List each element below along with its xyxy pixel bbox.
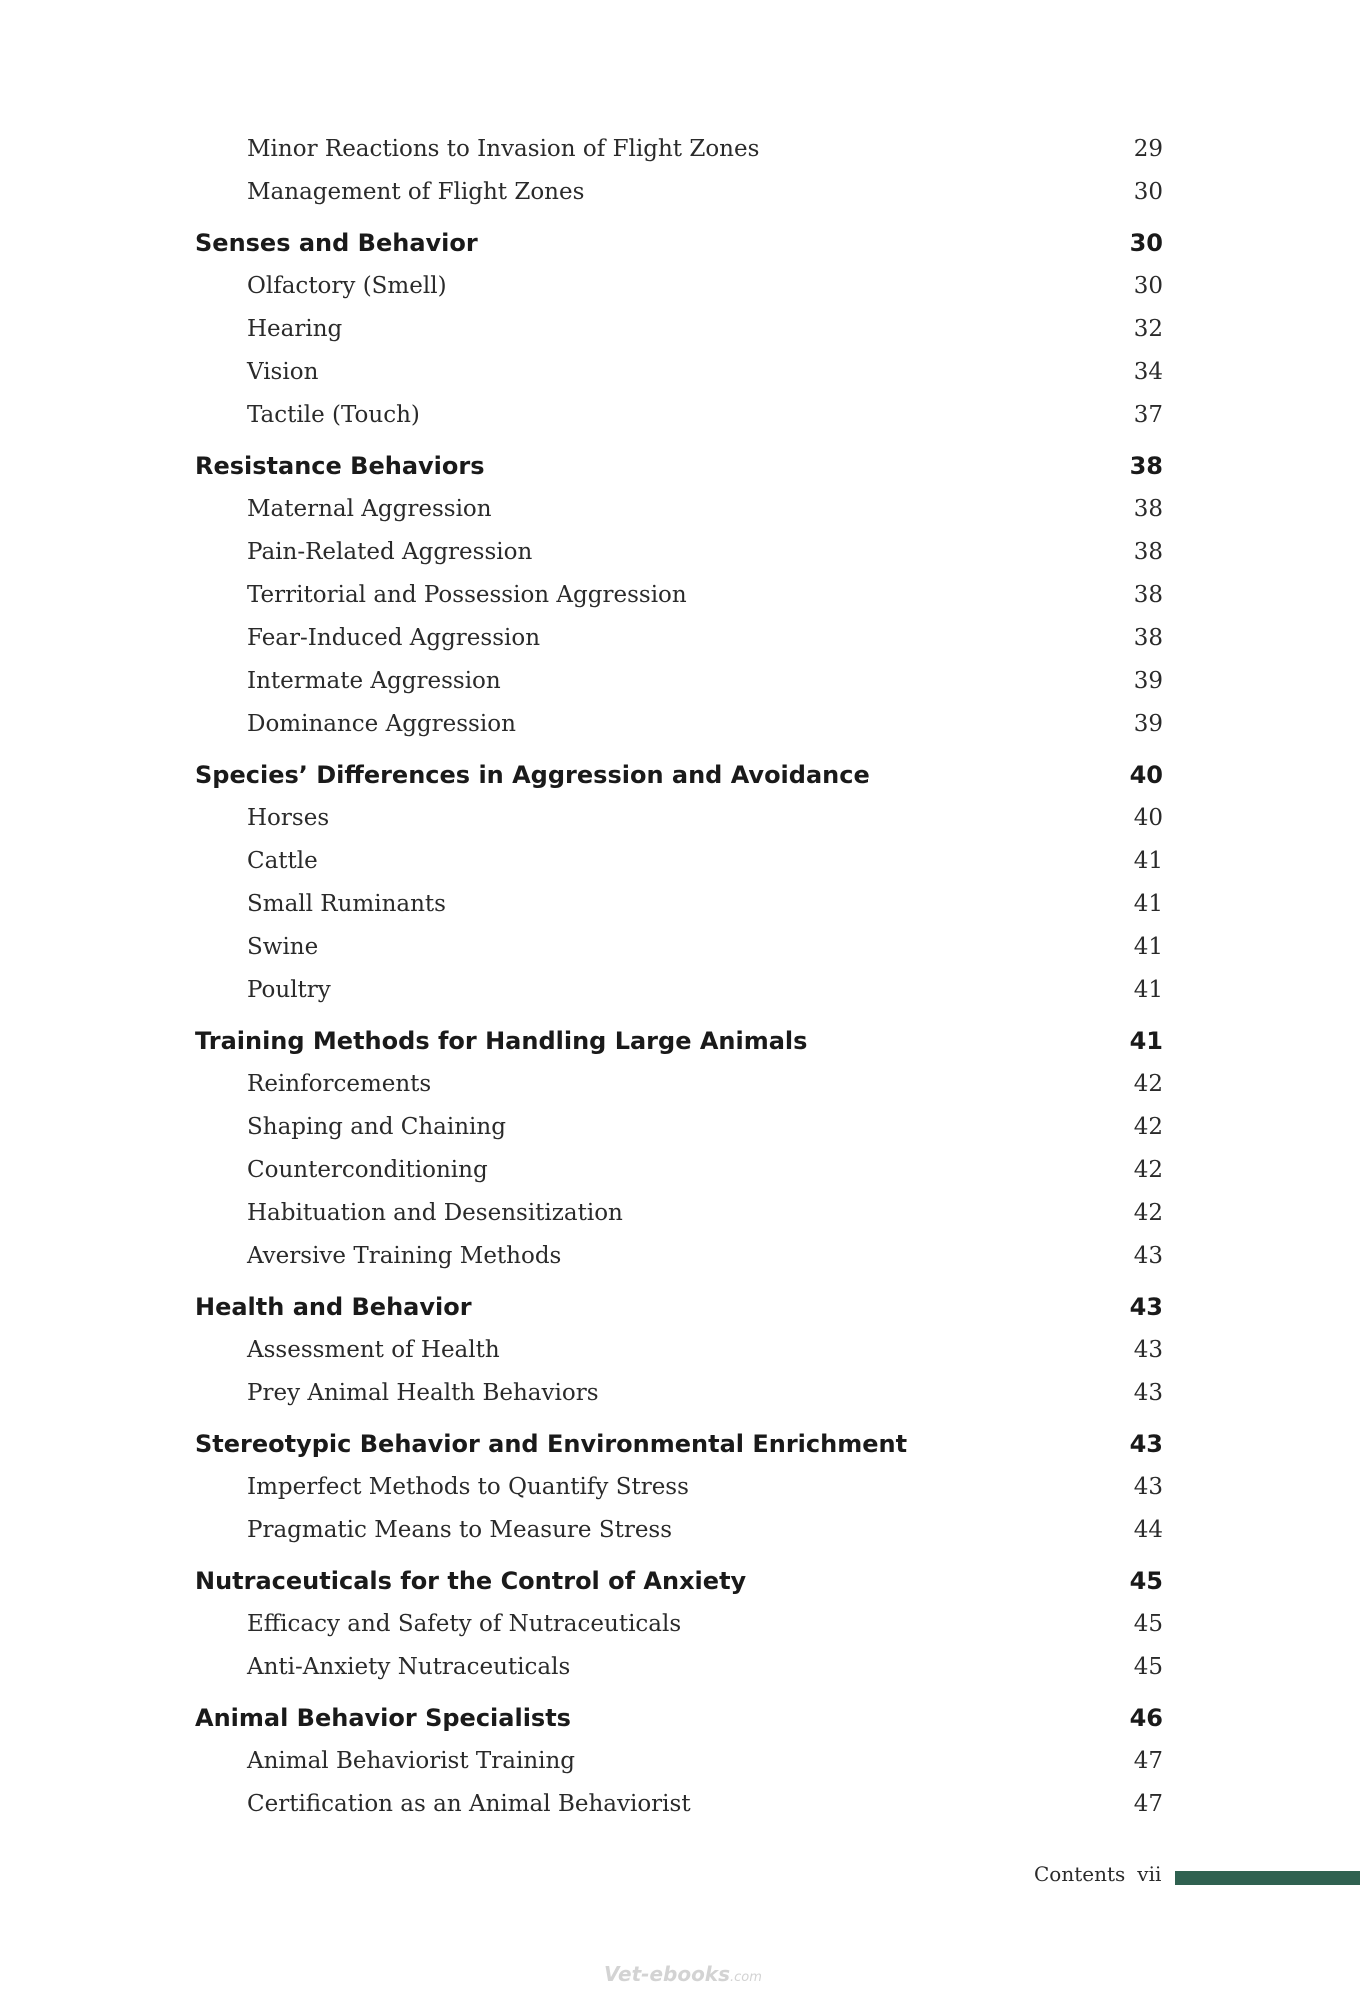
toc-page-number: 30 [1129,229,1163,257]
toc-page-number: 41 [1133,977,1163,1003]
toc-title: Tactile (Touch) [247,402,420,428]
toc-title: Management of Flight Zones [247,179,585,205]
toc-entry [195,351,1163,394]
toc-page-number: 40 [1129,761,1163,789]
toc-title: Dominance Aggression [247,711,516,737]
page-footer [1034,1862,1161,1886]
toc-entry [195,1192,1163,1235]
toc-title: Shaping and Chaining [247,1114,506,1140]
toc-section-heading [195,221,1163,265]
toc-entry [195,1063,1163,1106]
watermark-logo: Vet-ebooks.com [604,1962,762,1986]
footer-label: Contents [1034,1862,1126,1886]
toc-page-number: 37 [1133,402,1163,428]
toc-entry [195,660,1163,703]
toc-title: Stereotypic Behavior and Environmental Enrichment [195,1430,908,1458]
toc-entry [195,171,1163,214]
toc-entry [195,394,1163,437]
toc-entry [195,1149,1163,1192]
toc-page-number: 38 [1133,496,1163,522]
toc-page-number: 42 [1133,1157,1163,1183]
toc-title: Animal Behaviorist Training [247,1748,576,1774]
toc-entry [195,1329,1163,1372]
toc-entry [195,531,1163,574]
toc-page-number: 38 [1133,625,1163,651]
toc-page-number: 45 [1133,1654,1163,1680]
toc-title: Pragmatic Means to Measure Stress [247,1517,673,1543]
toc-title: Olfactory (Smell) [247,273,447,299]
toc-title: Poultry [247,977,331,1003]
toc-page-number: 30 [1133,179,1163,205]
toc-title: Assessment of Health [247,1337,500,1363]
toc-page-number: 39 [1133,711,1163,737]
toc-title: Maternal Aggression [247,496,492,522]
toc-entry [195,488,1163,531]
toc-section-heading [195,1285,1163,1329]
toc-page-number: 40 [1133,805,1163,831]
toc-title: Intermate Aggression [247,668,501,694]
toc-title: Species’ Differences in Aggression and Avoidance [195,761,870,789]
toc-title: Senses and Behavior [195,229,478,257]
toc-entry [195,265,1163,308]
toc-title: Cattle [247,848,318,874]
toc-title: Health and Behavior [195,1293,472,1321]
toc-page-number: 41 [1129,1027,1163,1055]
toc-entry [195,128,1163,171]
toc-entry [195,1235,1163,1278]
toc-page-number: 47 [1133,1791,1163,1817]
toc-page-number: 39 [1133,668,1163,694]
toc-entry [195,1466,1163,1509]
toc-title: Nutraceuticals for the Control of Anxiety [195,1567,747,1595]
toc-page-number: 29 [1133,136,1163,162]
toc-page-number: 43 [1133,1474,1163,1500]
toc-entry [195,574,1163,617]
toc-page-number: 38 [1133,582,1163,608]
toc-page-number: 47 [1133,1748,1163,1774]
toc-title: Fear-Induced Aggression [247,625,541,651]
toc-section-heading [195,753,1163,797]
toc-entry [195,308,1163,351]
toc-title: Territorial and Possession Aggression [247,582,687,608]
toc-page-number: 45 [1133,1611,1163,1637]
toc-entry [195,926,1163,969]
toc-title: Horses [247,805,330,831]
toc-title: Imperfect Methods to Quantify Stress [247,1474,689,1500]
toc-section-heading [195,1559,1163,1603]
toc-title: Habituation and Desensitization [247,1200,623,1226]
toc-section-heading [195,1696,1163,1740]
toc-entry [195,1106,1163,1149]
toc-entry [195,1783,1163,1826]
toc-title: Efficacy and Safety of Nutraceuticals [247,1611,682,1637]
toc-page-number: 42 [1133,1200,1163,1226]
footer-page-number: vii [1137,1862,1162,1886]
toc-title: Animal Behavior Specialists [195,1704,571,1732]
toc-page-number: 44 [1133,1517,1163,1543]
toc-title: Prey Animal Health Behaviors [247,1380,599,1406]
toc-section-heading [195,1019,1163,1063]
toc-page-number: 38 [1129,452,1163,480]
toc-page-number: 38 [1133,539,1163,565]
toc-entry [195,883,1163,926]
toc-section-heading [195,444,1163,488]
toc-page-number: 43 [1133,1337,1163,1363]
toc-entry [195,1509,1163,1552]
toc-title: Reinforcements [247,1071,432,1097]
toc-page-number: 43 [1133,1243,1163,1269]
toc-title: Small Ruminants [247,891,446,917]
toc-entry [195,840,1163,883]
toc-page-number: 30 [1133,273,1163,299]
toc-page-number: 42 [1133,1114,1163,1140]
toc-title: Minor Reactions to Invasion of Flight Zones [247,136,760,162]
toc-page-number: 46 [1129,1704,1163,1732]
toc-entry [195,1372,1163,1415]
toc-page-number: 32 [1133,316,1163,342]
toc-page-number: 41 [1133,891,1163,917]
toc-title: Vision [247,359,319,385]
toc-page-number: 43 [1129,1430,1163,1458]
toc-title: Swine [247,934,319,960]
toc-page-number: 43 [1129,1293,1163,1321]
toc-entry [195,797,1163,840]
toc-entry [195,969,1163,1012]
toc-title: Counterconditioning [247,1157,488,1183]
toc-title: Resistance Behaviors [195,452,485,480]
toc-title: Certification as an Animal Behaviorist [247,1791,691,1817]
toc-title: Pain-Related Aggression [247,539,533,565]
toc-section-heading [195,1422,1163,1466]
toc-page-number: 42 [1133,1071,1163,1097]
footer-accent-bar [1175,1871,1360,1885]
toc-entry [195,1603,1163,1646]
toc-entry [195,703,1163,746]
toc-entry [195,617,1163,660]
toc-entry [195,1646,1163,1689]
toc-title: Aversive Training Methods [247,1243,562,1269]
toc-title: Hearing [247,316,343,342]
table-of-contents [195,128,1163,1826]
toc-title: Training Methods for Handling Large Animals [195,1027,808,1055]
toc-page-number: 43 [1133,1380,1163,1406]
toc-page-number: 41 [1133,848,1163,874]
toc-page-number: 45 [1129,1567,1163,1595]
toc-title: Anti-Anxiety Nutraceuticals [247,1654,571,1680]
toc-entry [195,1740,1163,1783]
toc-page-number: 41 [1133,934,1163,960]
toc-page-number: 34 [1133,359,1163,385]
